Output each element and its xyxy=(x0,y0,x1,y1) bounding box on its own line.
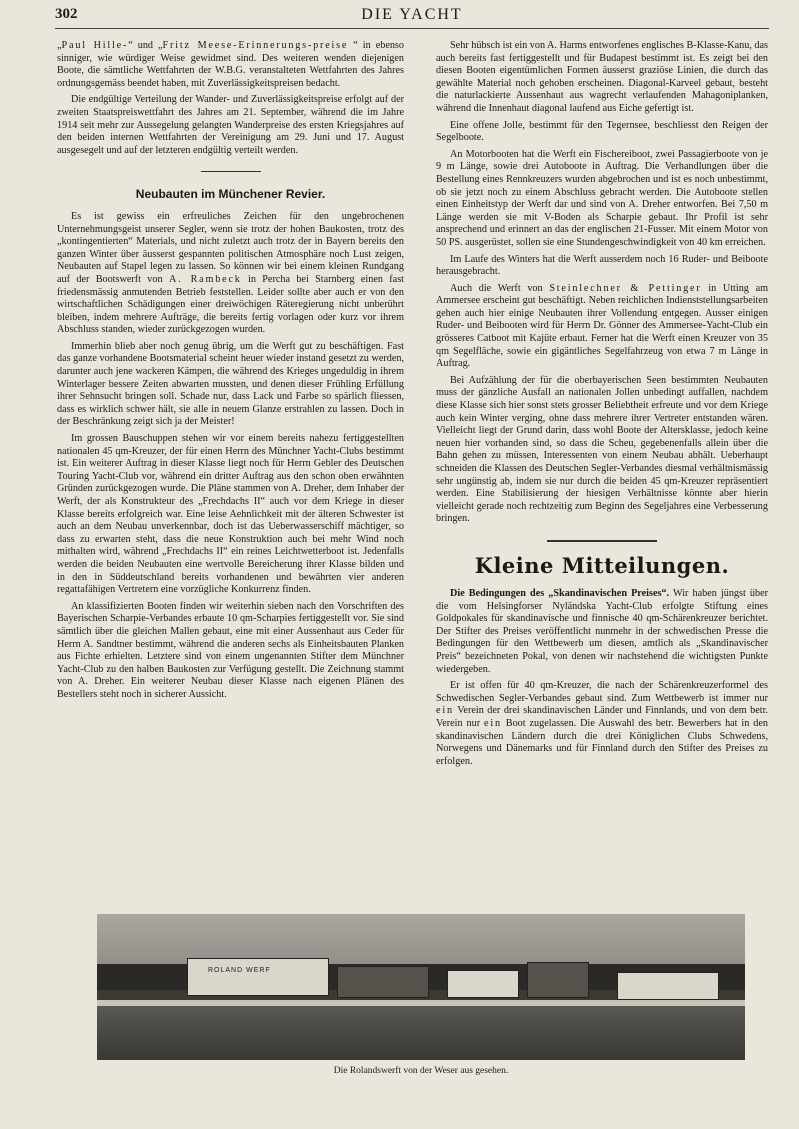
paragraph: Im grossen Bauschuppen stehen wir vor einem bereits nahezu fertiggestellten nationalen 45 qm-Kreuzer, der für einen Herrn des Münchner Yacht-Clubs bestimmt ist. Ein weiterer Auftrag in dieser Klasse liegt noch für Herrn Gebler des Deutschen Touring Yacht-Club vor, während ein dritter Auftrag aus den schon oben erwähnten Gründen zurückgezogen wurde. Die Pläne stammen von A. Dreher, dem Inhaber der Werft, der als Konstrukteur des „Frechdachs II“ auch vor dem Kriege in dieser Klasse bereits erfolgreich war. Eine leise Aehnlichkeit mit der älteren Schwester ist auch an dem Neubau unverkennbar, doch ist das Ueberwasserschiff mächtiger, so dass zu erwarten steht, dass die neue Konstruktion auch bei mehr Wind noch mithalten wird, während „Frechdachs II“ ein reines Leichtwetterboot ist. Jedenfalls werden die beiden Neubauten eine wertvolle Bereicherung ihrer Klasse bilden und in den in Süddeutschland bereits vorhandenen und bewährten vier anderen regattafähigen Vertretern eine vorzügliche Konkurrenz finden. xyxy=(57,433,404,596)
paragraph: Immerhin blieb aber noch genug übrig, um die Werft gut zu beschäftigen. Fast das ganze vorhandene Bootsmaterial scheint heuer wieder instand gesetzt zu werden, darunter auch jene wackeren Kämpen, die während des Krieges ungeduldig in ihrem Winterlager bessere Zeiten abwarten mussten, und denen dieser Frühling Erfüllung ihrer Sehnsucht bringen soll. Schade nur, dass Lack und Farbe so spärlich fliessen, dass es wirklich schwer hält, sie alle in neuem Glanze erstrahlen zu lassen. Doch in der Beschränkung zeigt sich ja der Meister! xyxy=(57,340,404,428)
paragraph: Sehr hübsch ist ein von A. Harms entworfenes englisches B-Klasse-Kanu, das auch bereits fast fertiggestellt und für Budapest bestimmt ist. Es zeigt bei den diesen Booten eigentümlichen Formen äusserst graziöse Linien, die durch das gewählte Material noch gehoben erscheinen. Diagonal-Karveel gebaut, besteht die naturlackierte Aussenhaut aus wagrecht verlaufenden Mahagoniplanken, während die Innenhaut diagonal laufend aus Eiche gefertigt ist. xyxy=(436,40,769,114)
page-number: 302 xyxy=(55,6,78,22)
section-heading: Neubauten im Münchener Revier. xyxy=(135,187,326,202)
paragraph: Es ist gewiss ein erfreuliches Zeichen für den ungebrochenen Unternehmungsgeist unserer Segler, wenn sie trotz der hohen Baukosten, trotz des „kontingentierten“ Materials, und nicht zuletzt auch trotz der in Bayern bereits den ganzen Winter über äusserst gespannten politischen Atmosphäre noch Lust zeigen, Neubauten auf Stapel legen zu lassen. So können wir bei einem kleinen Rundgang auf der Bootswerft von A. Rambeck in Percha bei Starnberg einen fast friedensmässig anmutenden Betrieb feststellen. Leider sollte aber auch er von den wirtschaftlichen Schädigungen einer dreiwöchigen Räteregierung nicht unberührt bleiben, indem mehrere Aufträge, die bereits fertig vorlagen oder kurz vor ihrem Abschluss standen, wieder zurückgezogen wurden. xyxy=(57,210,404,336)
divider xyxy=(201,171,261,172)
photo-sign: ROLAND WERF xyxy=(208,967,271,974)
section-heading: Kleine Mitteilungen. xyxy=(474,552,730,578)
photo-building xyxy=(187,958,329,996)
paragraph: Auch die Werft von Steinlechner & Pettinger in Utting am Ammersee erscheint gut beschäftigt. Neben reichlichen Indienststellungsarbeiten gehen auch hier einige Neubauten ihrer Vollendung entgegen. Ausser einigen Ruder- und Beibooten wird für Herrn Dr. Gönner des Ammersee-Yacht-Club ein grösseres Catboot mit Kajüte erbaut. Ferner hat die Werft einen Kreuzer von 35 qm Segelfläche, sowie ein gigäntliches Segelfahrzeug von etwa 7 m Länge in Auftrag. xyxy=(436,282,769,370)
paragraph: Bei Aufzählung der für die oberbayerischen Seen bestimmten Neubauten muss der gänzliche Ausfall an nationalen Jollen unbedingt auffallen, nachdem diese Klasse sich hier sonst stets grosser Beliebtheit erfreute und vor dem Kriege auch kein Winter verging, ohne dass mehrere ihrer Vertreter entstanden wären. Vielleicht liegt der Grund darin, dass wohl Boote der Altersklasse, jedoch keine neuen hier vorhanden sind, so dass die Scheu, gegebenenfalls allein über die Bahn gehen zu müssen, Interessenten von einem Neubau abhält. Ueberhaupt schneiden die Klassen des Deutschen Segler-Verbandes diesmal verhältnismässig sehr ungünstig ab, indem sie nur durch die beiden 45 qm-Kreuzer repräsentiert werden. Eine Stabilisierung der hiesigen Verhältnisse könnte aber hierin vielleicht gerade noch rechtzeitig zum Beginn des Segeljahres eine Verbesserung bringen. xyxy=(436,374,768,525)
photo-water xyxy=(97,1006,745,1060)
photo-building xyxy=(617,972,719,1000)
paragraph: An klassifizierten Booten finden wir weiterhin sieben nach den Vorschriften des Bayerischen Scharpie-Verbandes erbaute 10 qm-Scharpies fertiggestellt vor. Sie sind sämtlich über die gleichen Mallen gebaut, eine mit einer Aussenhaut aus Ceder für Herrn A. Sandtner bestimmt, während die anderen sechs als Einheitsbauten Planken aus Fichte erhielten. Letztere sind von einem ungenannten Stifter dem Münchner Yacht-Club zu den halben Baukosten zur Verfügung gestellt. Die Zeichnung stammt von A. Dreher. Ein weiterer Neubau dieser Klasse nach eigenen Plänen des Bestellers steht noch in sicherer Aussicht. xyxy=(57,600,404,700)
paragraph: Er ist offen für 40 qm-Kreuzer, die nach der Schärenkreuzerformel des Schwedischen Segler-Verbandes gebaut sind. Zum Wettbewerb ist immer nur ein Verein der drei skandinavischen Länder und Finnlands, und von dem betr. Verein nur ein Boot zugelassen. Die Auswahl des betr. Bewerbers hat in den skandinavischen Ländern durch die drei Königlichen Clubs Schwedens, Norwegens und Dänemarks und für Finnland durch den Stifter des Preises zu erfolgen. xyxy=(436,680,768,767)
paragraph: Die endgültige Verteilung der Wander- und Zuverlässigkeitspreise erfolgt auf der zweiten Staatspreiswettfahrt des Jahres am 21. September, während die im Jahre 1914 seit mehr zur Aussegelung gelangten Wanderpreise des ersten Kriegsjahres auf den beiden internen Wettfahrten der Vereinigung am 29. Juni und 17. August ausgesegelt und auf der letzteren endgültig verteilt werden. xyxy=(57,94,404,156)
paragraph: Eine offene Jolle, bestimmt für den Tegernsee, beschliesst den Reigen der Segelboote. xyxy=(436,119,768,144)
shipyard-photo xyxy=(97,914,745,1060)
photo-building xyxy=(527,962,589,998)
paragraph: An Motorbooten hat die Werft ein Fischereiboot, zwei Passagierboote von je 9 m Länge, sowie drei Autoboote in Auftrag. Die Verhandlungen über die Bestellung eines Rennkreuzers wurden abgebrochen und ist es noch unbestimmt, ob sie jetzt noch zu einem Abschluss gebracht werden. Die Autoboote stellen einen Einheitstyp der Werft dar und sind von A. Dreher entworfen. Bei 7,50 m Länge werden sie mit V-Boden als Scharpie gebaut. Ihr Profil ist sehr ansprechend und erinnert an das der englischen 21-Fusser. Mit einem Motor von 50 PS. ausgerüstet, sollen sie eine Stundengeschwindigkeit von 40 km erreichen. xyxy=(436,148,768,248)
paragraph: Die Bedingungen des „Skandinavischen Preises“. Wir haben jüngst über die vom Helsingforser Nyländska Yacht-Club erfolgte Stiftung eines Goldpokales für skandinavische und finnische 40 qm-Schärenkreuzer berichtet. Der Stifter des Preises veröffentlicht nunmehr in der schwedischen Presse die Bedingungen für den Wettbewerb um diesen, amtlich als „Skandinavischer Preis“ bezeichneten Pokal, von denen wir nachstehend die wichtigsten Punkte wiedergeben. xyxy=(436,587,768,675)
figure-caption: Die Rolandswerft von der Weser aus gesehen. xyxy=(333,1066,509,1076)
paragraph: Im Laufe des Winters hat die Werft ausserdem noch 16 Ruder- und Beiboote herausgebracht. xyxy=(436,253,768,278)
photo-building xyxy=(337,966,429,998)
right-column xyxy=(436,40,768,772)
paragraph: „Paul Hille-“ und „Fritz Meese-Erinnerungs-preise “ in ebenso sinniger, wie würdiger Weise gewidmet sind. Des weiteren wenden diejenigen Boote, die sämtliche Wettfahrten der W.B.G. veranstalteten Wettfahrten des Jahres ordnungsgemäss beendet haben, mit Zuverlässigkeitspreisen bedacht. xyxy=(57,40,404,89)
left-column xyxy=(57,40,404,706)
photo-building xyxy=(447,970,519,998)
running-title: DIE YACHT xyxy=(361,6,463,23)
page-header xyxy=(55,6,769,29)
divider xyxy=(547,540,657,542)
